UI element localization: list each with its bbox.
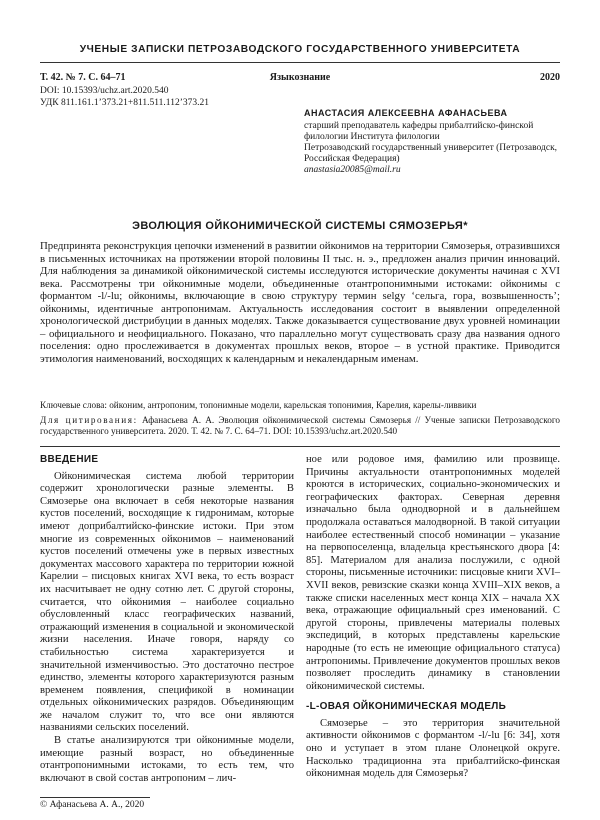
intro-heading: ВВЕДЕНИЕ (40, 454, 99, 465)
article-title: ЭВОЛЮЦИЯ ОЙКОНИМИЧЕСКОЙ СИСТЕМЫ СЯМОЗЕРЬЯ* (132, 220, 468, 232)
author-position: старший преподаватель кафедры прибалтийско-финской филологии Института филологии (304, 121, 534, 142)
issue-year: 2020 (540, 72, 560, 83)
copyright: © Афанасьева А. А., 2020 (40, 800, 145, 810)
abstract: Предпринята реконструкция цепочки изменений в развитии ойконимов на территории Сямозерья, отразившихся в письменных источниках на протяжении второй половины II тыс. н. э., предложен анализ причин инноваций. Для наблюдения за динамикой ойконимической системы исследуются исторические документы начиная с XVI века. Рассмотрены три ойконимные модели, объединенные отантропонимными истоками: ойконимы с формантом -l/-lu; ойконимы, включающие в свою структуру термин selgy ‘сельга, гора, возвышенность’; ойконимы, идентичные антропонимам. Актуальность исследования состоит в выявлении определенной хронологической дистрибуции в данных моделях. Также доказывается существование двух уровней номинации – официального и неофициального. Показано, что параллельно могут существовать сразу два названия одного поселения: одно прослеживается в документах прошлых веков, второе – в устной практике. Приводится этимология наименований, восходящих к календарным и некалендарным именам. (40, 240, 560, 365)
journal-title: УЧЕНЫЕ ЗАПИСКИ ПЕТРОЗАВОДСКОГО ГОСУДАРСТВЕННОГО УНИВЕРСИТЕТА (79, 44, 521, 55)
header-rule (40, 62, 560, 63)
intro-paragraph-2-cont: ное или родовое имя, фамилию или прозвище. Причины актуальности отантропонимных моделей кроются в исторических, социально-экономических и географических факторах. Северная деревня изначально была однодворной и в дальнейшем продолжала оставаться малодворной. В такой ситуации наиболее естественный способ номинации – указание на первопоселенца, владельца крестьянского двора [4: 85]. Материалом для анализа послужили, с одной стороны, письменные источники: писцовые книги XVI–XVII веков, ревизские сказки конца XVIII–XIX веков, а также списки населенных мест конца XIX – начала XX века, отражающие официальный срез именований. С другой стороны, привлечены материалы полевых экспедиций, в которых представлены карельские народные (то есть не имеющие официального статуса) антропонимы. Привлечение документов прошлых веков позволяет проследить динамику в становлении ойконимической системы. (306, 454, 560, 692)
intro-paragraph-2-start: В статье анализируются три ойконимные модели, имеющие разный возраст, но объединенные отантропонимными истоками, то есть тем, что включают в свой состав антропоним – лич- (40, 735, 294, 784)
volume-pages: Т. 42. № 7. С. 64–71 (40, 72, 126, 83)
model-heading: -L-ОВАЯ ОЙКОНИМИЧЕСКАЯ МОДЕЛЬ (306, 701, 507, 713)
model-paragraph: Сямозерье – это территория значительной активности ойконимов с формантом -l/-lu [6: 34], хотя оно и уступает в этом плане Олонецкой округе. Насколько традиционна эта прибалтийско-финская ойконимная модель для Сямозерья? (306, 717, 560, 780)
section-name: Языкознание (269, 72, 331, 83)
issue-meta (40, 72, 560, 86)
doi[interactable]: DOI: 10.15393/uchz.art.2020.540 (40, 86, 169, 96)
right-column (306, 454, 560, 781)
author-block (304, 108, 560, 176)
keywords: Ключевые слова: ойконим, антропоним, топонимные модели, карельская топонимия, Карелия, карелы-ливвики (40, 400, 477, 410)
citation-label: Для цитирования: (40, 415, 138, 425)
author-name: АНАСТАСИЯ АЛЕКСЕЕВНА АФАНАСЬЕВА (304, 108, 508, 118)
body-rule (40, 446, 560, 447)
intro-paragraph-1: Ойконимическая система любой территории содержит хронологически разные элементы. В Сямозерье она включает в себя некоторые названия кустов поселений, восходящие к гидронимам, которые имеют доприбалтийско-финские истоки. При этом многие из современных ойконимов – наименований кустов поселений отмечены уже в первых известных документах массового характера по территории южной Карелии – писцовых книгах XVI века, то есть возраст их насчитывает не одну сотню лет. С другой стороны, считается, что ойконимия – наиболее социально обусловленный класс географических названий, отражающий изменения в социальной и экономической жизни населения. Иначе говоря, наряду со стабильностью система характеризуется и значительной изменчивостью. Это достаточно пестрое единство, элементы которого характеризуются разным временем появления, спецификой в номинации отдельных ойконимических разрядов. Объединяющим же началом служит то, что все они являются названиями сельских поселений. (40, 470, 294, 734)
left-column (40, 454, 294, 785)
citation (40, 415, 560, 437)
citation-text: Афанасьева А. А. Эволюция ойконимической системы Сямозерья // Ученые записки Петрозаводского государственного университета. 2020. Т. 42. № 7. С. 64–71. DOI: 10.15393/uchz.art.2020.540 (40, 415, 560, 436)
footer-rule (40, 797, 150, 798)
author-email[interactable]: anastasia20085@mail.ru (304, 165, 401, 175)
author-affiliation: Петрозаводский государственный университет (Петрозаводск, Российская Федерация) (304, 143, 558, 164)
udc: УДК 811.161.1’373.21+811.511.112’373.21 (40, 98, 209, 108)
